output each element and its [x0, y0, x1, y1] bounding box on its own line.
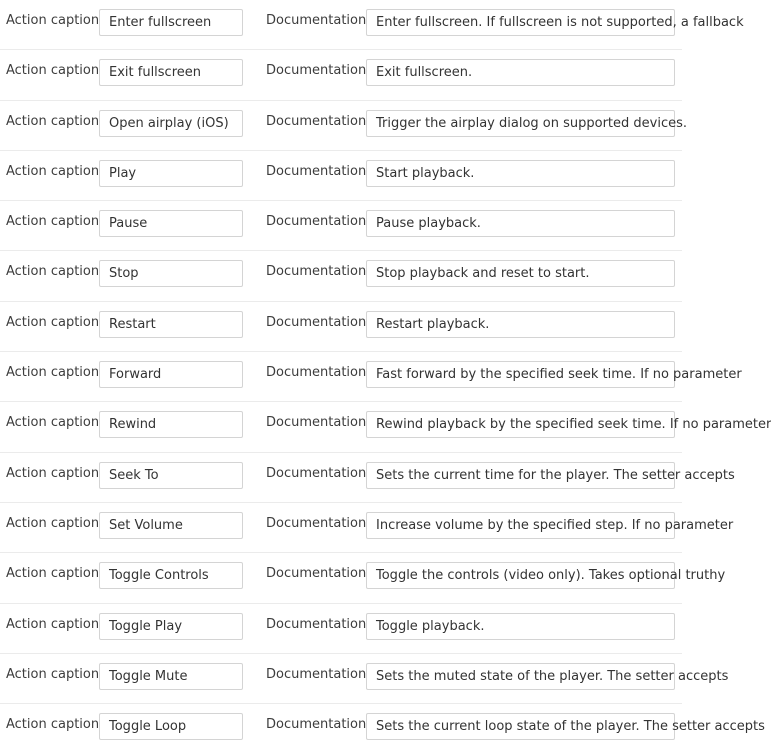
documentation-label: Documentation: [266, 566, 367, 582]
documentation-input[interactable]: Stop playback and reset to start.: [366, 260, 675, 287]
documentation-label: Documentation: [266, 365, 367, 381]
action-caption-input[interactable]: Toggle Play: [99, 613, 243, 640]
action-caption-label: Action caption: [6, 515, 100, 531]
action-caption-input[interactable]: Rewind: [99, 411, 243, 438]
documentation-input[interactable]: Exit fullscreen.: [366, 59, 675, 86]
action-caption-label: Action caption: [6, 616, 100, 632]
documentation-input[interactable]: Enter fullscreen. If fullscreen is not supported, a fallback: [366, 9, 675, 36]
action-caption-label: Action caption: [6, 566, 100, 582]
action-caption-label: Action caption: [6, 314, 100, 330]
documentation-input[interactable]: Rewind playback by the specified seek time. If no parameter: [366, 411, 675, 438]
action-caption-label: Action caption: [6, 365, 100, 381]
documentation-input[interactable]: Fast forward by the specified seek time. If no parameter: [366, 361, 675, 388]
documentation-label: Documentation: [266, 264, 367, 280]
action-caption-input[interactable]: Restart: [99, 311, 243, 338]
documentation-input[interactable]: Restart playback.: [366, 311, 675, 338]
action-row: [0, 0, 744, 50]
documentation-label: Documentation: [266, 515, 367, 531]
action-caption-input[interactable]: Enter fullscreen: [99, 9, 243, 36]
action-caption-label: Action caption: [6, 415, 100, 431]
documentation-label: Documentation: [266, 113, 367, 129]
documentation-label: Documentation: [266, 415, 367, 431]
documentation-input[interactable]: Trigger the airplay dialog on supported devices.: [366, 110, 675, 137]
documentation-label: Documentation: [266, 214, 367, 230]
action-row: [0, 251, 682, 301]
action-caption-input[interactable]: Set Volume: [99, 512, 243, 539]
action-caption-input[interactable]: Forward: [99, 361, 243, 388]
action-caption-label: Action caption: [6, 214, 100, 230]
action-row: [0, 352, 742, 402]
documentation-label: Documentation: [266, 63, 367, 79]
action-row: [0, 101, 688, 151]
action-caption-label: Action caption: [6, 113, 100, 129]
documentation-label: Documentation: [266, 616, 367, 632]
action-row: [0, 50, 682, 100]
action-caption-label: Action caption: [6, 13, 100, 28]
documentation-label: Documentation: [266, 717, 367, 733]
action-caption-label: Action caption: [6, 666, 100, 682]
documentation-input[interactable]: Sets the muted state of the player. The setter accepts: [366, 663, 675, 690]
documentation-label: Documentation: [266, 465, 367, 481]
documentation-input[interactable]: Toggle playback.: [366, 613, 675, 640]
documentation-label: Documentation: [266, 13, 367, 28]
action-row: [0, 553, 726, 603]
action-caption-input[interactable]: Play: [99, 160, 243, 187]
action-row: [0, 604, 682, 654]
action-caption-label: Action caption: [6, 163, 100, 179]
action-caption-input[interactable]: Toggle Controls: [99, 562, 243, 589]
action-caption-input[interactable]: Seek To: [99, 462, 243, 489]
action-row: [0, 302, 682, 352]
documentation-input[interactable]: Toggle the controls (video only). Takes optional truthy: [366, 562, 675, 589]
action-caption-input[interactable]: Exit fullscreen: [99, 59, 243, 86]
action-caption-input[interactable]: Stop: [99, 260, 243, 287]
action-caption-input[interactable]: Toggle Loop: [99, 713, 243, 740]
action-caption-input[interactable]: Pause: [99, 210, 243, 237]
documentation-input[interactable]: Start playback.: [366, 160, 675, 187]
action-row: [0, 654, 729, 704]
action-row: [0, 402, 771, 452]
documentation-label: Documentation: [266, 666, 367, 682]
action-caption-label: Action caption: [6, 717, 100, 733]
action-caption-input[interactable]: Toggle Mute: [99, 663, 243, 690]
action-row: [0, 201, 682, 251]
action-caption-label: Action caption: [6, 465, 100, 481]
action-row: [0, 704, 765, 754]
documentation-input[interactable]: Increase volume by the specified step. If no parameter: [366, 512, 675, 539]
documentation-input[interactable]: Sets the current loop state of the player. The setter accepts: [366, 713, 675, 740]
action-caption-input[interactable]: Open airplay (iOS): [99, 110, 243, 137]
action-caption-label: Action caption: [6, 63, 100, 79]
documentation-input[interactable]: Sets the current time for the player. The setter accepts: [366, 462, 675, 489]
action-row: [0, 453, 735, 503]
documentation-label: Documentation: [266, 163, 367, 179]
action-row: [0, 151, 682, 201]
action-row: [0, 503, 734, 553]
documentation-input[interactable]: Pause playback.: [366, 210, 675, 237]
action-caption-label: Action caption: [6, 264, 100, 280]
documentation-label: Documentation: [266, 314, 367, 330]
